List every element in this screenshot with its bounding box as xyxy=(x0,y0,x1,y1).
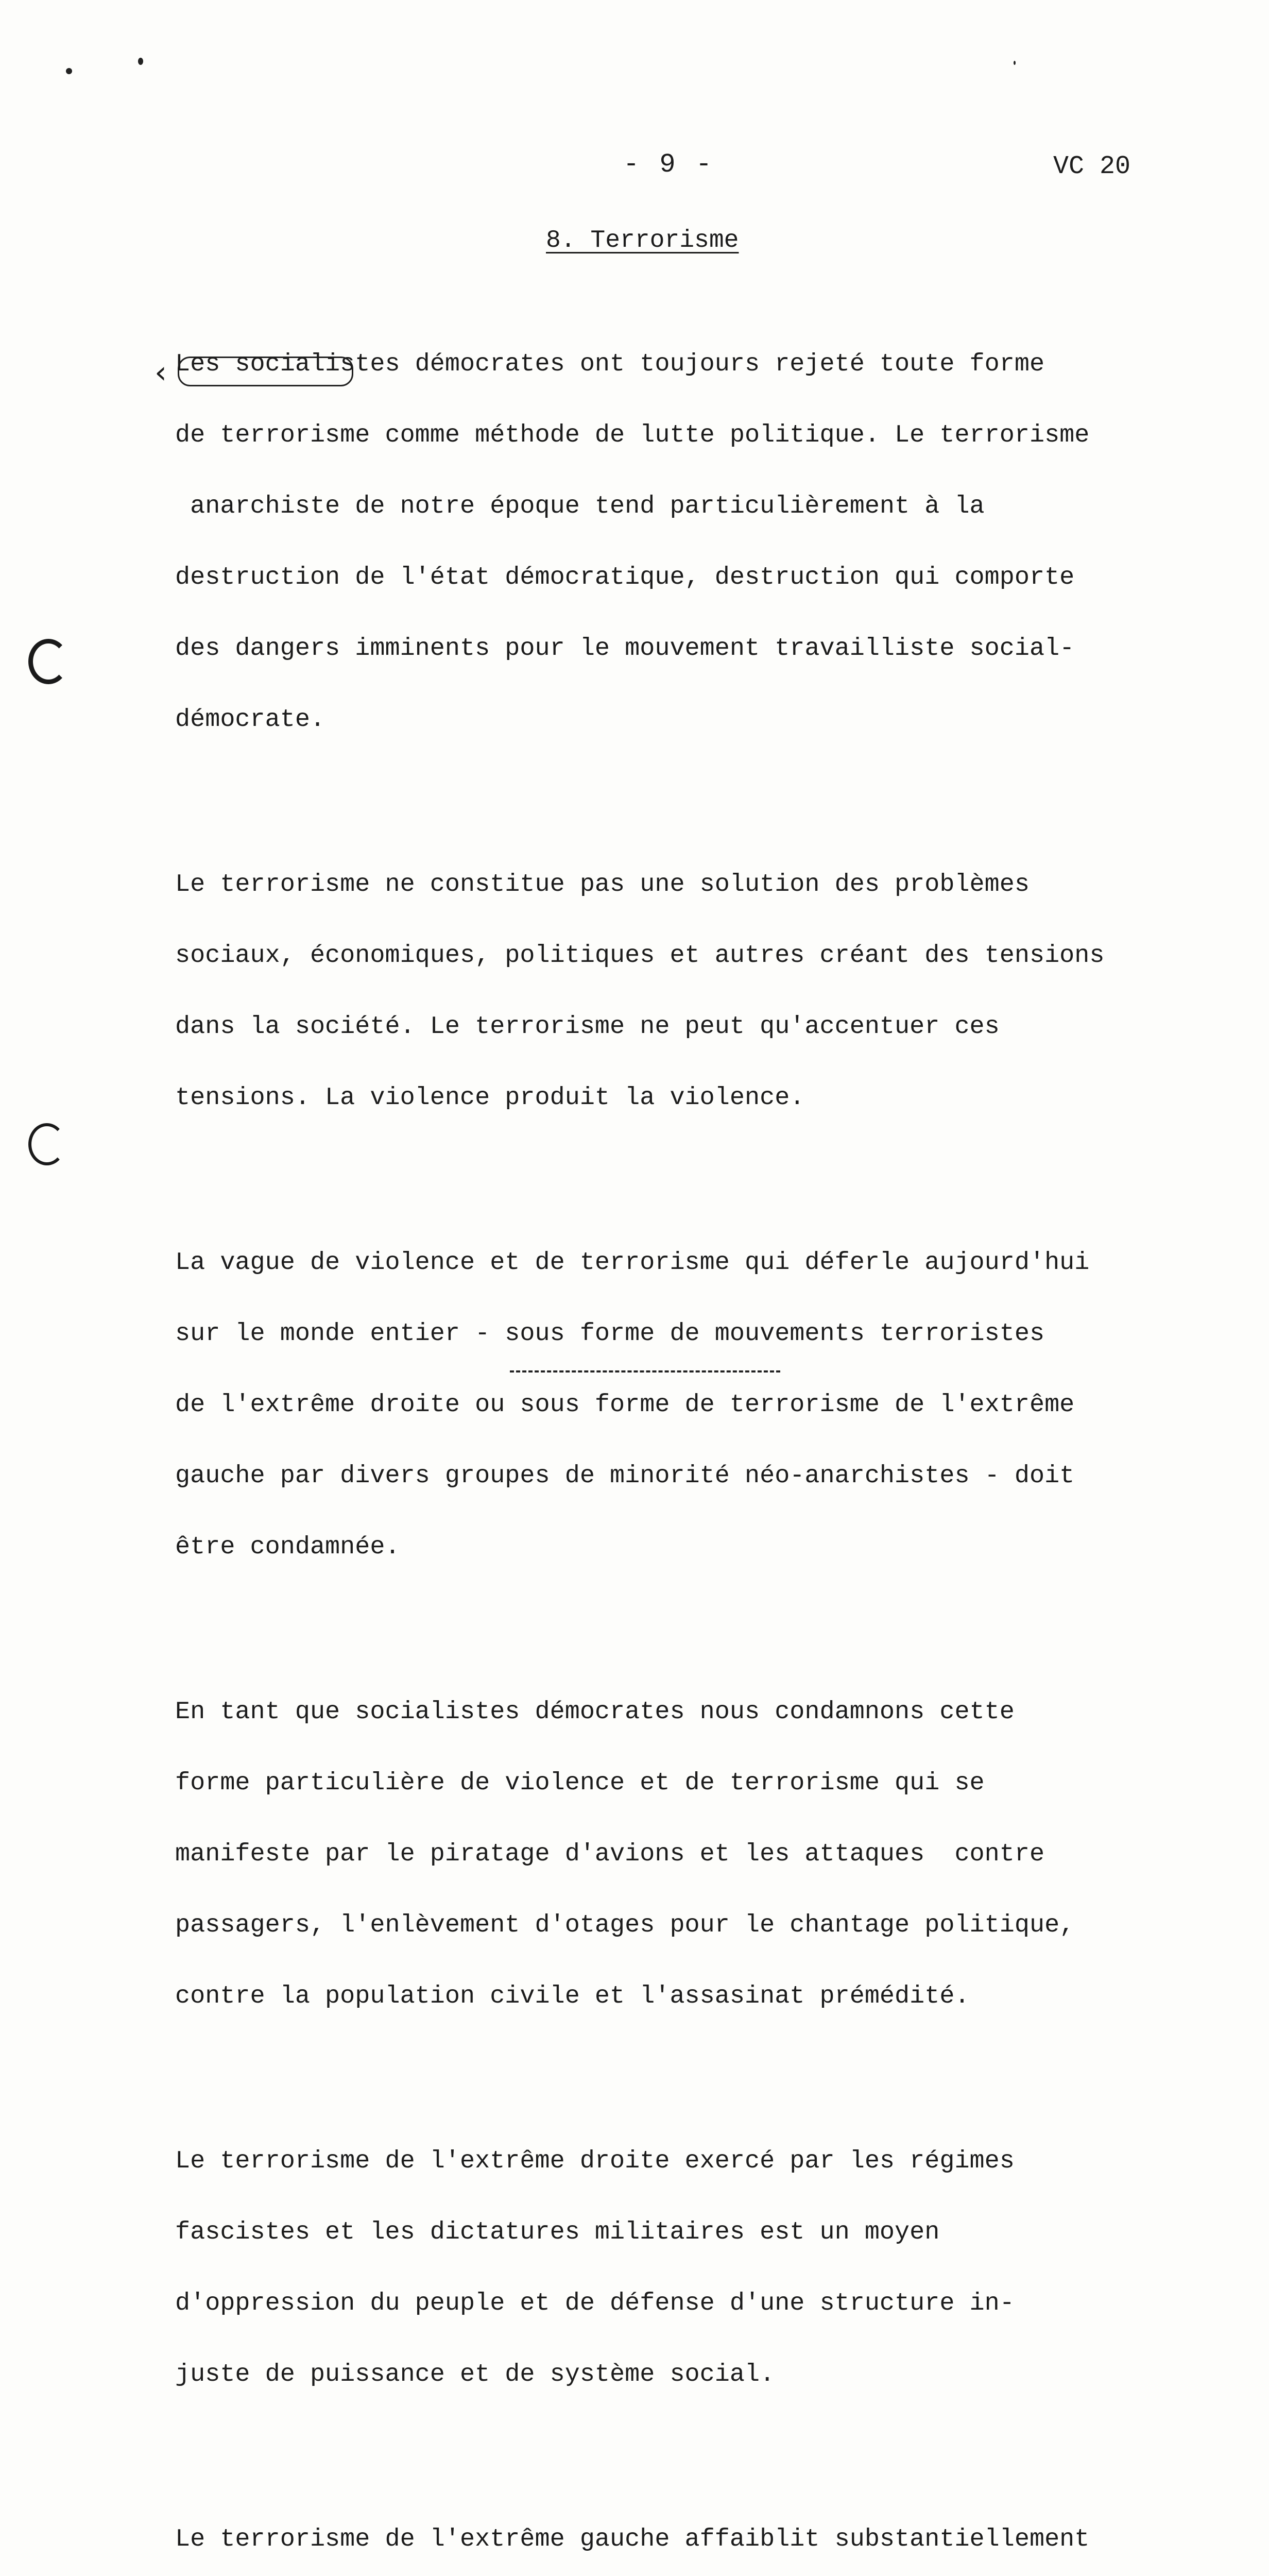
scan-speck xyxy=(138,58,143,65)
text-line: La vague de violence et de terrorisme qui déferle aujourd'hui xyxy=(175,1248,1090,1277)
text-line: Le terrorisme ne constitue pas une solution des problèmes xyxy=(175,870,1030,899)
scan-speck xyxy=(1014,61,1016,65)
text-line: gauche par divers groupes de minorité néo-anarchistes - doit xyxy=(175,1462,1075,1490)
text-line: des dangers imminents pour le mouvement travailliste social- xyxy=(175,634,1075,663)
text-line: manifeste par le piratage d'avions et les attaques contre xyxy=(175,1840,1045,1868)
text-line: être condamnée. xyxy=(175,1533,400,1561)
text-line: d'oppression du peuple et de défense d'une structure in- xyxy=(175,2289,1015,2317)
text-line: contre la population civile et l'assasinat prémédité. xyxy=(175,1982,970,2010)
text-line: anarchiste de notre époque tend particulièrement à la xyxy=(175,492,985,520)
text-line: fascistes et les dictatures militaires est un moyen xyxy=(175,2218,940,2246)
closing-divider xyxy=(510,1370,780,1372)
scan-speck xyxy=(66,68,72,74)
text-line: juste de puissance et de système social. xyxy=(175,2360,775,2388)
paragraph xyxy=(175,1204,1185,1606)
section-title: 8. Terrorisme xyxy=(546,227,739,255)
text-line: sur le monde entier - sous forme de mouvements terroristes xyxy=(175,1319,1045,1348)
paragraph xyxy=(175,2102,1185,2434)
punch-hole-mark xyxy=(28,639,68,684)
handwritten-arrow-mark: ‹ xyxy=(155,354,167,391)
text-line: Le terrorisme de l'extrême droite exercé par les régimes xyxy=(175,2147,1015,2175)
paragraph xyxy=(175,2480,1185,2576)
paragraph xyxy=(175,825,1185,1157)
text-line: démocrate. xyxy=(175,705,325,734)
paragraph xyxy=(175,305,1185,779)
text-line: forme particulière de violence et de terrorisme qui se xyxy=(175,1769,985,1797)
punch-hole-mark xyxy=(28,1123,65,1165)
document-reference: VC 20 xyxy=(1053,152,1131,181)
text-line: passagers, l'enlèvement d'otages pour le chantage politique, xyxy=(175,1911,1075,1939)
text-line: Les socialistes démocrates ont toujours rejeté toute forme xyxy=(175,350,1045,378)
text-line: de l'extrême droite ou sous forme de terrorisme de l'extrême xyxy=(175,1391,1075,1419)
text-line: dans la société. Le terrorisme ne peut qu'accentuer ces xyxy=(175,1012,1000,1041)
text-line: sociaux, économiques, politiques et autres créant des tensions xyxy=(175,941,1105,970)
text-line: de terrorisme comme méthode de lutte politique. Le terrorisme xyxy=(175,421,1090,449)
text-line: destruction de l'état démocratique, destruction qui comporte xyxy=(175,563,1075,591)
text-line: En tant que socialistes démocrates nous condamnons cette xyxy=(175,1698,1015,1726)
paragraph xyxy=(175,1653,1185,2056)
page-number: - 9 - xyxy=(623,149,714,180)
text-line: tensions. La violence produit la violence. xyxy=(175,1083,805,1112)
text-line: Le terrorisme de l'extrême gauche affaiblit substantiellement xyxy=(175,2525,1090,2553)
document-body xyxy=(175,305,1185,2576)
